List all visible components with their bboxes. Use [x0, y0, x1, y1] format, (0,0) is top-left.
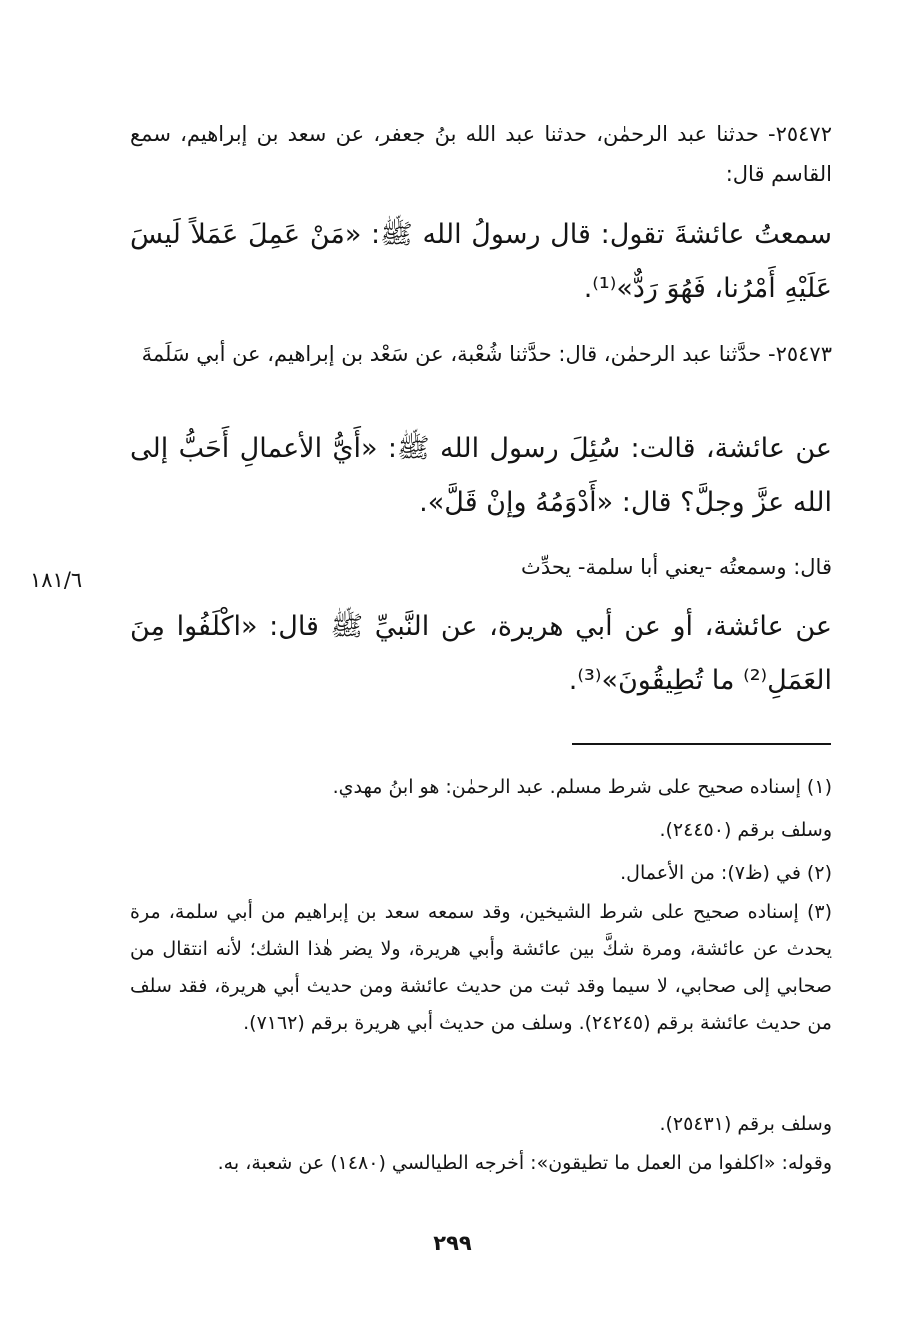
- hadith-25473-matn: عن عائشة، قالت: سُئِلَ رسول الله ﷺ: «أَيُّ الأعمالِ أَحَبُّ إلى الله عزَّ وجلَّ؟ قال: «أَدْوَمُهُ وإنْ قَلَّ».: [130, 433, 832, 518]
- footnote-1-line-1: (١) إسناده صحيح على شرط مسلم. عبد الرحمٰن: هو ابنُ مهدي.: [332, 776, 832, 798]
- footnote-3-paragraph: (٣) إسناده صحيح على شرط الشيخين، وقد سمعه سعد بن إبراهيم من أبي سلمة، مرة يحدث عن عائشة، ومرة شكَّ بين عائشة وأبي هريرة، ولا يضر هٰذا الشك؛ لأنه انتقال من صحابي إلى صحابي، لا سيما وقد ثبت من حديث عائشة ومن حديث أبي هريرة، فقد سلف من حديث عائشة برقم (٢٤٢٤٥). وسلف من حديث أبي هريرة برقم (٧١٦٢).: [130, 901, 832, 1034]
- continuation-matn: عن عائشة، أو عن أبي هريرة، عن النَّبيِّ ﷺ قال: «اكْلَفُوا مِنَ العَمَلِ⁽²⁾ ما تُطِيقُونَ»⁽³⁾.: [130, 611, 832, 696]
- footnote-1-line-2: وسلف برقم (٢٤٤٥٠).: [659, 819, 832, 841]
- footnote-3-line-2: وسلف برقم (٢٥٤٣١).: [659, 1113, 832, 1135]
- hadith-25473-narration: ٢٥٤٧٣- حدَّثنا عبد الرحمٰن، قال: حدَّثنا شُعْبة، عن سَعْد بن إبراهيم، عن أبي سَلَمةَ: [141, 342, 832, 366]
- footnote-2: (٢) في (ظ٧): من الأعمال.: [620, 862, 832, 884]
- footnote-divider: [572, 743, 831, 745]
- page-number: ٢٩٩: [433, 1231, 472, 1255]
- hadith-25472-narration: ٢٥٤٧٢- حدثنا عبد الرحمٰن، حدثنا عبد الله بنُ جعفر، عن سعد بن إبراهيم، سمع القاسم قال:: [130, 122, 832, 186]
- volume-page-reference: ١٨١/٦: [30, 568, 83, 592]
- hadith-25472-matn: سمعتُ عائشةَ تقول: قال رسولُ الله ﷺ: «مَنْ عَمِلَ عَمَلاً لَيسَ عَلَيْهِ أَمْرُنا، فَهُوَ رَدٌّ»⁽¹⁾.: [130, 219, 832, 304]
- continuation-narration: قال: وسمعتُه -يعني أبا سلمة- يحدِّث: [521, 555, 832, 579]
- footnote-3-line-3: وقوله: «اكلفوا من العمل ما تطيقون»: أخرجه الطيالسي (١٤٨٠) عن شعبة، به.: [217, 1152, 832, 1174]
